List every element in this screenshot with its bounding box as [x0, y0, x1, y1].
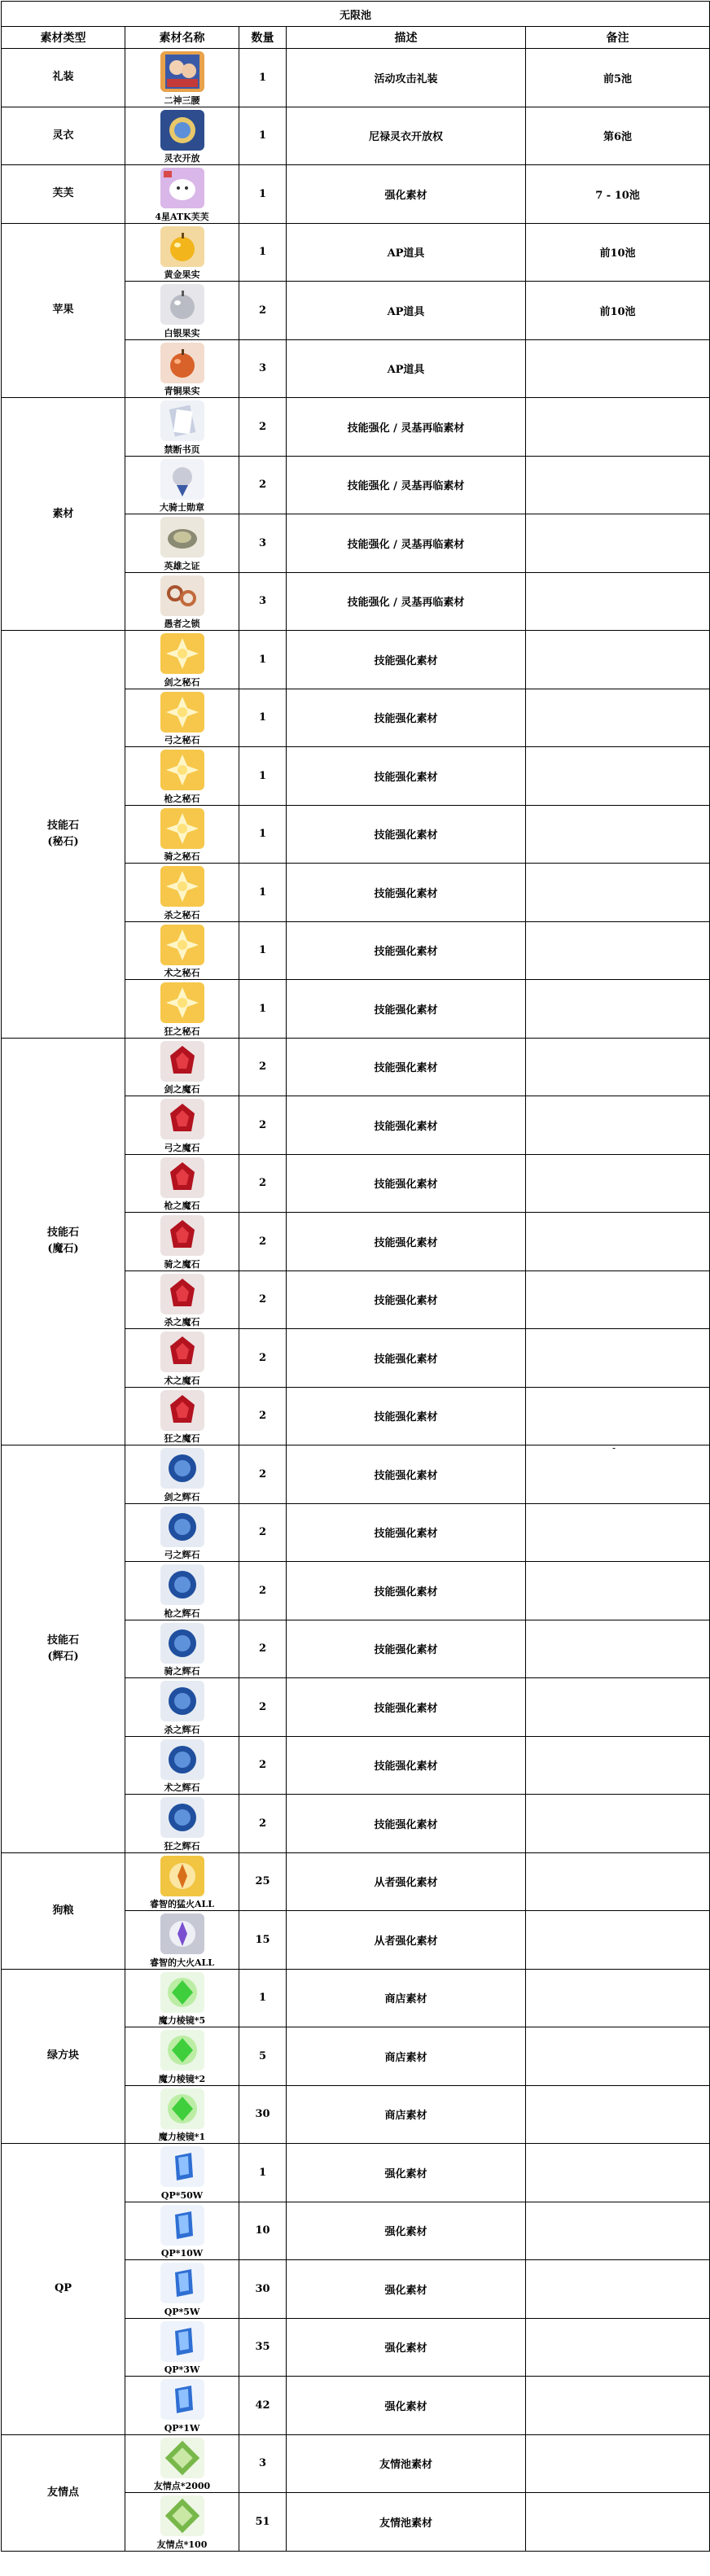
- table-row: [2, 1969, 710, 2027]
- table-row: [2, 1852, 710, 1911]
- quantity-cell: 1: [239, 223, 287, 282]
- prism-icon: [160, 2088, 204, 2129]
- quantity-cell: 1: [239, 747, 287, 806]
- description-cell: 尼禄灵衣开放权: [287, 107, 526, 165]
- description-cell: 技能强化 / 灵基再临素材: [287, 514, 526, 573]
- fou-icon: [160, 168, 204, 208]
- description-cell: 从者强化素材: [287, 1852, 526, 1911]
- material-name-cell: [125, 223, 239, 282]
- material-name-cell: [125, 747, 239, 806]
- material-name-cell: [125, 1154, 239, 1213]
- table-row: [2, 2144, 710, 2202]
- material-name: 剑之秘石: [164, 676, 200, 688]
- quantity-cell: 2: [239, 1329, 287, 1388]
- blue-gem-icon: [160, 1448, 204, 1489]
- note-cell: [526, 2318, 710, 2377]
- material-name-cell: [125, 864, 239, 922]
- quantity-cell: 2: [239, 1038, 287, 1096]
- knight-medal-icon: [160, 459, 204, 500]
- quantity-cell: 2: [239, 1213, 287, 1271]
- note-cell: [526, 689, 710, 747]
- quantity-cell: 1: [239, 1969, 287, 2027]
- table-row: [2, 398, 710, 457]
- note-cell: [526, 1795, 710, 1853]
- material-name-cell: [125, 1445, 239, 1504]
- material-name: 灵衣开放: [164, 153, 200, 164]
- material-name-cell: [125, 1795, 239, 1853]
- material-name-cell: [125, 689, 239, 747]
- material-name-cell: [125, 805, 239, 864]
- material-name: 术之秘石: [164, 968, 200, 978]
- material-name-cell: [125, 2377, 239, 2435]
- red-gem-icon: [160, 1215, 204, 1256]
- material-name-cell: [125, 1096, 239, 1155]
- quantity-cell: 2: [239, 1736, 287, 1795]
- note-cell: [526, 805, 710, 864]
- description-cell: 技能强化素材: [287, 689, 526, 747]
- quantity-cell: 3: [239, 339, 287, 398]
- description-cell: 商店素材: [287, 2085, 526, 2144]
- material-name: 狂之辉石: [164, 1840, 200, 1852]
- material-name: QP*50W: [160, 2189, 204, 2201]
- material-type-cell: 芙芙: [2, 165, 125, 224]
- fools-chain-icon: [160, 575, 204, 616]
- quantity-cell: 2: [239, 1795, 287, 1853]
- table-row: [2, 49, 710, 107]
- description-cell: 技能强化素材: [287, 1154, 526, 1213]
- description-cell: 技能强化素材: [287, 1445, 526, 1504]
- red-gem-icon: [160, 1390, 204, 1431]
- note-cell: [526, 398, 710, 457]
- description-cell: 友情池素材: [287, 2493, 526, 2552]
- material-name-cell: [125, 2260, 239, 2319]
- note-cell: [526, 1969, 710, 2027]
- description-cell: 技能强化素材: [287, 1795, 526, 1853]
- bronze-apple-icon: [160, 343, 204, 383]
- material-name: 杀之魔石: [164, 1317, 200, 1327]
- material-name: 狂之魔石: [164, 1433, 200, 1444]
- description-cell: 技能强化素材: [287, 1620, 526, 1678]
- blue-gem-icon: [160, 1564, 204, 1605]
- material-type-cell: 技能石 (魔石): [2, 1038, 125, 1445]
- material-name: QP*5W: [164, 2306, 200, 2317]
- note-cell: [526, 1852, 710, 1911]
- header-name: 素材名称: [125, 27, 239, 49]
- description-cell: 技能强化 / 灵基再临素材: [287, 456, 526, 514]
- material-name: 枪之魔石: [164, 1201, 200, 1211]
- material-name: 友情点*2000: [153, 2481, 211, 2491]
- material-name: 骑之秘石: [164, 851, 200, 862]
- material-name-cell: [125, 107, 239, 165]
- description-cell: AP道具: [287, 339, 526, 398]
- material-type-cell: 狗粮: [2, 1852, 125, 1969]
- material-name: 睿智的大火ALL: [149, 1957, 214, 1968]
- material-name-cell: [125, 1562, 239, 1620]
- quantity-cell: 15: [239, 1911, 287, 1970]
- material-name: 睿智的猛火ALL: [149, 1899, 214, 1909]
- material-name-cell: [125, 398, 239, 457]
- material-name: 杀之辉石: [164, 1724, 200, 1735]
- material-name: 弓之魔石: [164, 1142, 200, 1153]
- note-cell: [526, 2377, 710, 2435]
- friend-point-icon: [160, 2495, 204, 2536]
- note-cell: [526, 1678, 710, 1737]
- material-name-cell: [125, 1503, 239, 1562]
- header-desc: 描述: [287, 27, 526, 49]
- note-cell: [526, 2202, 710, 2260]
- material-name-cell: [125, 921, 239, 980]
- quantity-cell: 1: [239, 2144, 287, 2202]
- description-cell: 技能强化素材: [287, 864, 526, 922]
- description-cell: 技能强化 / 灵基再临素材: [287, 572, 526, 631]
- material-name-cell: [125, 1213, 239, 1271]
- quantity-cell: 1: [239, 631, 287, 689]
- quantity-cell: 2: [239, 1678, 287, 1737]
- red-gem-icon: [160, 1099, 204, 1139]
- quantity-cell: 3: [239, 2434, 287, 2493]
- note-cell: [526, 1911, 710, 1970]
- quantity-cell: 35: [239, 2318, 287, 2377]
- blue-gem-icon: [160, 1507, 204, 1547]
- material-name: 魔力棱镜*1: [158, 2132, 206, 2142]
- quantity-cell: 1: [239, 921, 287, 980]
- material-name-cell: [125, 1387, 239, 1445]
- blue-gem-icon: [160, 1623, 204, 1664]
- material-name-cell: [125, 49, 239, 107]
- note-cell: [526, 2144, 710, 2202]
- material-name-cell: [125, 2144, 239, 2202]
- header-note: 备注: [526, 27, 710, 49]
- fire-gold-icon: [160, 1856, 204, 1896]
- description-cell: 技能强化素材: [287, 1678, 526, 1737]
- material-name: 狂之秘石: [164, 1026, 200, 1037]
- description-cell: 技能强化素材: [287, 1271, 526, 1329]
- blue-gem-icon: [160, 1739, 204, 1780]
- craft-essence-icon: [160, 51, 204, 92]
- material-name-cell: [125, 980, 239, 1039]
- description-cell: 技能强化素材: [287, 1562, 526, 1620]
- note-cell: [526, 572, 710, 631]
- material-name: 禁断书页: [164, 444, 200, 455]
- material-name-cell: [125, 2493, 239, 2552]
- material-type-cell: 苹果: [2, 223, 125, 398]
- material-type-cell: 绿方块: [2, 1969, 125, 2144]
- material-name: 骑之魔石: [164, 1258, 200, 1270]
- description-cell: 强化素材: [287, 2144, 526, 2202]
- note-cell: [526, 2085, 710, 2144]
- quantity-cell: 1: [239, 805, 287, 864]
- quantity-cell: 1: [239, 980, 287, 1039]
- material-name-cell: [125, 2434, 239, 2493]
- material-type-cell: 素材: [2, 398, 125, 631]
- prism-icon: [160, 1972, 204, 2013]
- material-name: 术之魔石: [164, 1375, 200, 1386]
- note-cell: [526, 2493, 710, 2552]
- note-cell: [526, 747, 710, 806]
- material-name: 剑之魔石: [164, 1084, 200, 1095]
- note-cell: [526, 1096, 710, 1155]
- note-cell: [526, 921, 710, 980]
- material-name-cell: [125, 572, 239, 631]
- silver-apple-icon: [160, 284, 204, 325]
- prism-icon: [160, 2030, 204, 2071]
- quantity-cell: 42: [239, 2377, 287, 2435]
- note-cell: [526, 1038, 710, 1096]
- note-cell: [526, 1154, 710, 1213]
- description-cell: 强化素材: [287, 2318, 526, 2377]
- description-cell: 商店素材: [287, 1969, 526, 2027]
- material-type-cell: QP: [2, 2144, 125, 2435]
- quantity-cell: 2: [239, 1620, 287, 1678]
- description-cell: 商店素材: [287, 2027, 526, 2086]
- note-cell: [526, 631, 710, 689]
- material-name-cell: [125, 339, 239, 398]
- quantity-cell: 2: [239, 1445, 287, 1504]
- note-cell: [526, 1329, 710, 1388]
- note-cell: [526, 2027, 710, 2086]
- material-name: 友情点*100: [156, 2539, 208, 2550]
- red-gem-icon: [160, 1041, 204, 1082]
- header-qty: 数量: [239, 27, 287, 49]
- note-cell: 前10池: [526, 282, 710, 340]
- note-cell: [526, 1736, 710, 1795]
- description-cell: 技能强化素材: [287, 921, 526, 980]
- red-gem-icon: [160, 1157, 204, 1198]
- material-name: 魔力棱镜*5: [158, 2015, 206, 2026]
- note-cell: [526, 2260, 710, 2319]
- material-name-cell: [125, 1038, 239, 1096]
- costume-icon: [160, 110, 204, 151]
- description-cell: 强化素材: [287, 2202, 526, 2260]
- gold-gem-icon: [160, 925, 204, 965]
- description-cell: 活动攻击礼装: [287, 49, 526, 107]
- description-cell: 友情池素材: [287, 2434, 526, 2493]
- material-name-cell: [125, 1911, 239, 1970]
- description-cell: 强化素材: [287, 165, 526, 224]
- quantity-cell: 3: [239, 514, 287, 573]
- gold-gem-icon: [160, 808, 204, 849]
- table-row: [2, 223, 710, 282]
- description-cell: 技能强化素材: [287, 1329, 526, 1388]
- material-type-cell: 灵衣: [2, 107, 125, 165]
- quantity-cell: 1: [239, 864, 287, 922]
- material-name: QP*3W: [164, 2364, 200, 2375]
- quantity-cell: 3: [239, 572, 287, 631]
- note-cell: [526, 339, 710, 398]
- material-name-cell: [125, 1678, 239, 1737]
- qp-icon: [160, 2205, 204, 2246]
- quantity-cell: 2: [239, 1503, 287, 1562]
- material-name: 枪之辉石: [164, 1607, 200, 1619]
- material-name-cell: [125, 282, 239, 340]
- note-cell: 前10池: [526, 223, 710, 282]
- note-cell: [526, 864, 710, 922]
- note-cell: [526, 1271, 710, 1329]
- description-cell: 技能强化素材: [287, 1038, 526, 1096]
- blue-gem-icon: [160, 1797, 204, 1838]
- material-name-cell: [125, 1969, 239, 2027]
- gold-gem-icon: [160, 750, 204, 790]
- quantity-cell: 2: [239, 282, 287, 340]
- stray-mark: -: [612, 1442, 616, 1454]
- table-row: [2, 107, 710, 165]
- quantity-cell: 2: [239, 1562, 287, 1620]
- material-type-cell: 技能石 (辉石): [2, 1445, 125, 1853]
- quantity-cell: 2: [239, 1096, 287, 1155]
- description-cell: 技能强化素材: [287, 631, 526, 689]
- note-cell: [526, 456, 710, 514]
- material-name-cell: [125, 1271, 239, 1329]
- material-name: 弓之辉石: [164, 1550, 200, 1560]
- description-cell: 技能强化素材: [287, 1387, 526, 1445]
- material-type-cell: 友情点: [2, 2434, 125, 2551]
- quantity-cell: 2: [239, 456, 287, 514]
- gold-gem-icon: [160, 982, 204, 1023]
- material-name: 魔力棱镜*2: [158, 2073, 206, 2084]
- description-cell: 技能强化素材: [287, 1736, 526, 1795]
- description-cell: 强化素材: [287, 2377, 526, 2435]
- forbidden-page-icon: [160, 400, 204, 441]
- material-name: 骑之辉石: [164, 1666, 200, 1677]
- material-name-cell: [125, 456, 239, 514]
- note-cell: [526, 2434, 710, 2493]
- material-name: 杀之秘石: [164, 909, 200, 921]
- fire-silver-icon: [160, 1913, 204, 1954]
- material-name: 4星ATK芙芙: [155, 211, 209, 222]
- gold-gem-icon: [160, 692, 204, 733]
- note-cell: [526, 980, 710, 1039]
- quantity-cell: 30: [239, 2260, 287, 2319]
- material-name: 二神三腰: [164, 94, 200, 106]
- description-cell: 技能强化素材: [287, 980, 526, 1039]
- note-cell: [526, 1620, 710, 1678]
- qp-icon: [160, 2263, 204, 2303]
- description-cell: 技能强化素材: [287, 1503, 526, 1562]
- quantity-cell: 1: [239, 49, 287, 107]
- quantity-cell: 2: [239, 1271, 287, 1329]
- description-cell: 技能强化素材: [287, 1096, 526, 1155]
- material-name-cell: [125, 1852, 239, 1911]
- material-name-cell: [125, 2202, 239, 2260]
- material-name: QP*10W: [160, 2248, 204, 2259]
- material-name: 弓之秘石: [164, 735, 200, 746]
- quantity-cell: 2: [239, 398, 287, 457]
- table-row: [2, 631, 710, 689]
- material-name-cell: [125, 2085, 239, 2144]
- header-type: 素材类型: [2, 27, 125, 49]
- material-name-cell: [125, 631, 239, 689]
- material-type-cell: 礼装: [2, 49, 125, 107]
- material-name: 枪之秘石: [164, 793, 200, 804]
- material-name-cell: [125, 1329, 239, 1388]
- quantity-cell: 30: [239, 2085, 287, 2144]
- note-cell: [526, 1562, 710, 1620]
- note-cell: [526, 1445, 710, 1504]
- note-cell: 前5池: [526, 49, 710, 107]
- description-cell: 技能强化素材: [287, 805, 526, 864]
- gold-apple-icon: [160, 226, 204, 267]
- note-cell: [526, 514, 710, 573]
- red-gem-icon: [160, 1274, 204, 1314]
- material-name-cell: [125, 514, 239, 573]
- note-cell: 7 - 10池: [526, 165, 710, 224]
- material-name: 剑之辉石: [164, 1491, 200, 1502]
- proof-of-hero-icon: [160, 517, 204, 558]
- qp-icon: [160, 2379, 204, 2420]
- description-cell: AP道具: [287, 223, 526, 282]
- quantity-cell: 2: [239, 1387, 287, 1445]
- note-cell: [526, 1387, 710, 1445]
- gold-gem-icon: [160, 633, 204, 674]
- quantity-cell: 51: [239, 2493, 287, 2552]
- table-row: [2, 1445, 710, 1504]
- material-name-cell: [125, 1620, 239, 1678]
- material-name: 英雄之证: [164, 560, 200, 571]
- description-cell: 技能强化 / 灵基再临素材: [287, 398, 526, 457]
- page-title: 无限池: [2, 2, 710, 27]
- qp-icon: [160, 2146, 204, 2187]
- blue-gem-icon: [160, 1681, 204, 1721]
- table-row: [2, 1038, 710, 1096]
- pool-table: [1, 1, 710, 2552]
- material-name-cell: [125, 165, 239, 224]
- quantity-cell: 1: [239, 689, 287, 747]
- quantity-cell: 1: [239, 107, 287, 165]
- material-name-cell: [125, 2318, 239, 2377]
- note-cell: 第6池: [526, 107, 710, 165]
- quantity-cell: 5: [239, 2027, 287, 2086]
- quantity-cell: 10: [239, 2202, 287, 2260]
- material-name-cell: [125, 1736, 239, 1795]
- description-cell: 从者强化素材: [287, 1911, 526, 1970]
- table-row: [2, 165, 710, 224]
- note-cell: [526, 1503, 710, 1562]
- description-cell: 强化素材: [287, 2260, 526, 2319]
- red-gem-icon: [160, 1332, 204, 1372]
- material-name: 术之辉石: [164, 1782, 200, 1793]
- material-name: 白银果实: [164, 327, 200, 339]
- quantity-cell: 2: [239, 1154, 287, 1213]
- material-name-cell: [125, 2027, 239, 2086]
- description-cell: 技能强化素材: [287, 1213, 526, 1271]
- gold-gem-icon: [160, 866, 204, 907]
- note-cell: [526, 1213, 710, 1271]
- table-row: [2, 2434, 710, 2493]
- description-cell: 技能强化素材: [287, 747, 526, 806]
- quantity-cell: 25: [239, 1852, 287, 1911]
- material-name: 青铜果实: [164, 386, 200, 396]
- material-name: 黄金果实: [164, 269, 200, 280]
- friend-point-icon: [160, 2438, 204, 2478]
- material-name: 愚者之锁: [164, 619, 200, 629]
- qp-icon: [160, 2321, 204, 2362]
- material-type-cell: 技能石 (秘石): [2, 631, 125, 1039]
- material-name: 大骑士勋章: [160, 502, 204, 513]
- quantity-cell: 1: [239, 165, 287, 224]
- description-cell: AP道具: [287, 282, 526, 340]
- material-name: QP*1W: [164, 2422, 200, 2434]
